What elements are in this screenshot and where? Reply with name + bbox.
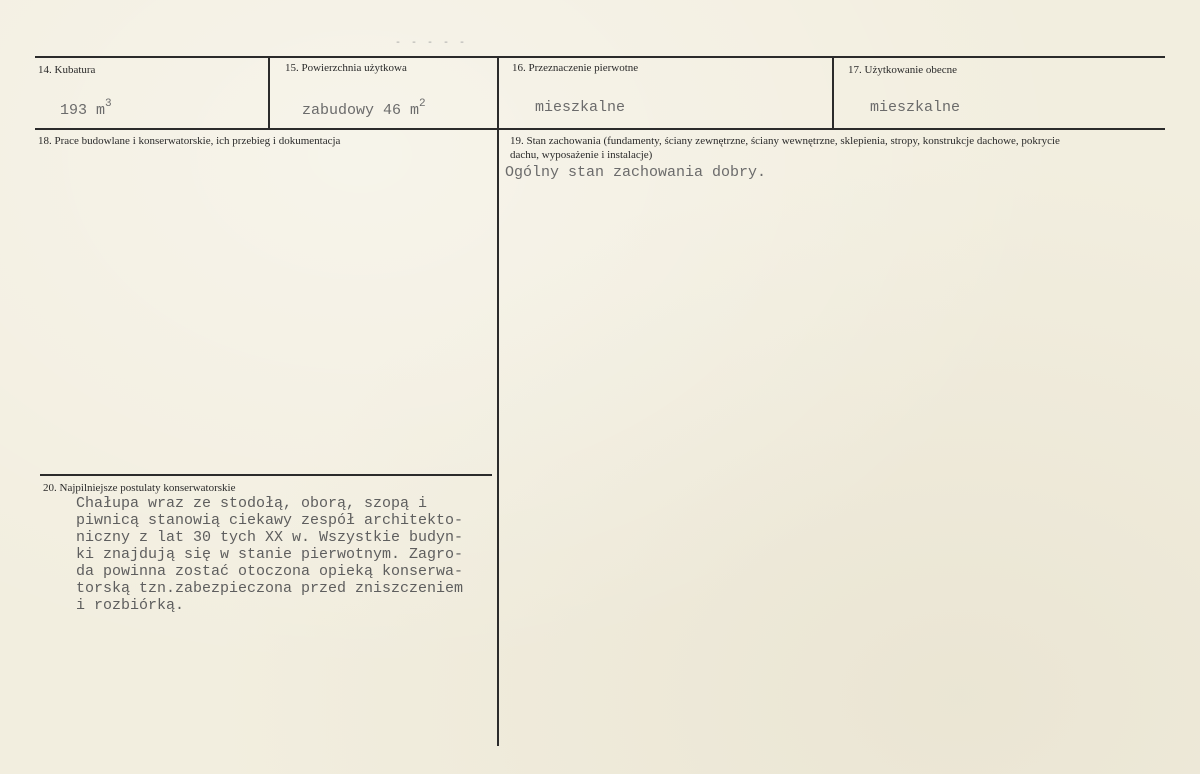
field-15-label: 15. Powierzchnia użytkowa — [285, 62, 407, 74]
field-20-label: 20. Najpilniejsze postulaty konserwatorskie — [43, 482, 236, 494]
field-14-unit-exponent: 3 — [105, 98, 112, 110]
field-15-text: zabudowy 46 m — [302, 102, 420, 119]
field-18-label: 18. Prace budowlane i konserwatorskie, ich przebieg i dokumentacja — [38, 135, 341, 147]
field-14-label: 14. Kubatura — [38, 64, 96, 76]
postulate-line: da powinna zostać otoczona opieką konserwa- — [76, 563, 464, 580]
field-14-number: 193 m — [60, 102, 106, 119]
postulate-line: piwnicą stanowią ciekawy zespół architekto- — [76, 512, 464, 529]
postulate-line: i rozbiórką. — [76, 597, 185, 614]
postulate-line: torską tzn.zabezpieczona przed zniszczeniem — [76, 580, 464, 597]
postulates-rule — [40, 474, 492, 476]
field-16-value: mieszkalne — [535, 99, 626, 116]
row-divider-rule — [35, 128, 1165, 130]
col-divider-3 — [832, 56, 834, 128]
field-19-value: Ogólny stan zachowania dobry. — [505, 164, 767, 181]
field-17-label: 17. Użytkowanie obecne — [848, 64, 958, 76]
field-16-label: 16. Przeznaczenie pierwotne — [512, 62, 639, 74]
field-14-value — [60, 100, 112, 119]
top-mark: - - - - - — [395, 38, 468, 49]
field-15-unit-exponent: 2 — [419, 98, 426, 110]
col-divider-2 — [497, 56, 499, 746]
postulate-line: ki znajdują się w stanie pierwotnym. Zagro- — [76, 546, 464, 563]
postulate-line: niczny z lat 30 tych XX w. Wszystkie budyn- — [76, 529, 464, 546]
postulate-line: Chałupa wraz ze stodołą, oborą, szopą i — [76, 495, 428, 512]
field-19-label: 19. Stan zachowania (fundamenty, ściany zewnętrzne, ściany wewnętrzne, sklepienia, stropy, konstrukcje dachowe, pokrycie dachu, wyposażenie i instalacje) — [510, 135, 1060, 161]
field-17-value: mieszkalne — [870, 99, 961, 116]
col-divider-1 — [268, 56, 270, 128]
field-15-value — [302, 100, 426, 119]
field-20-text — [76, 495, 463, 614]
top-rule — [35, 56, 1165, 58]
